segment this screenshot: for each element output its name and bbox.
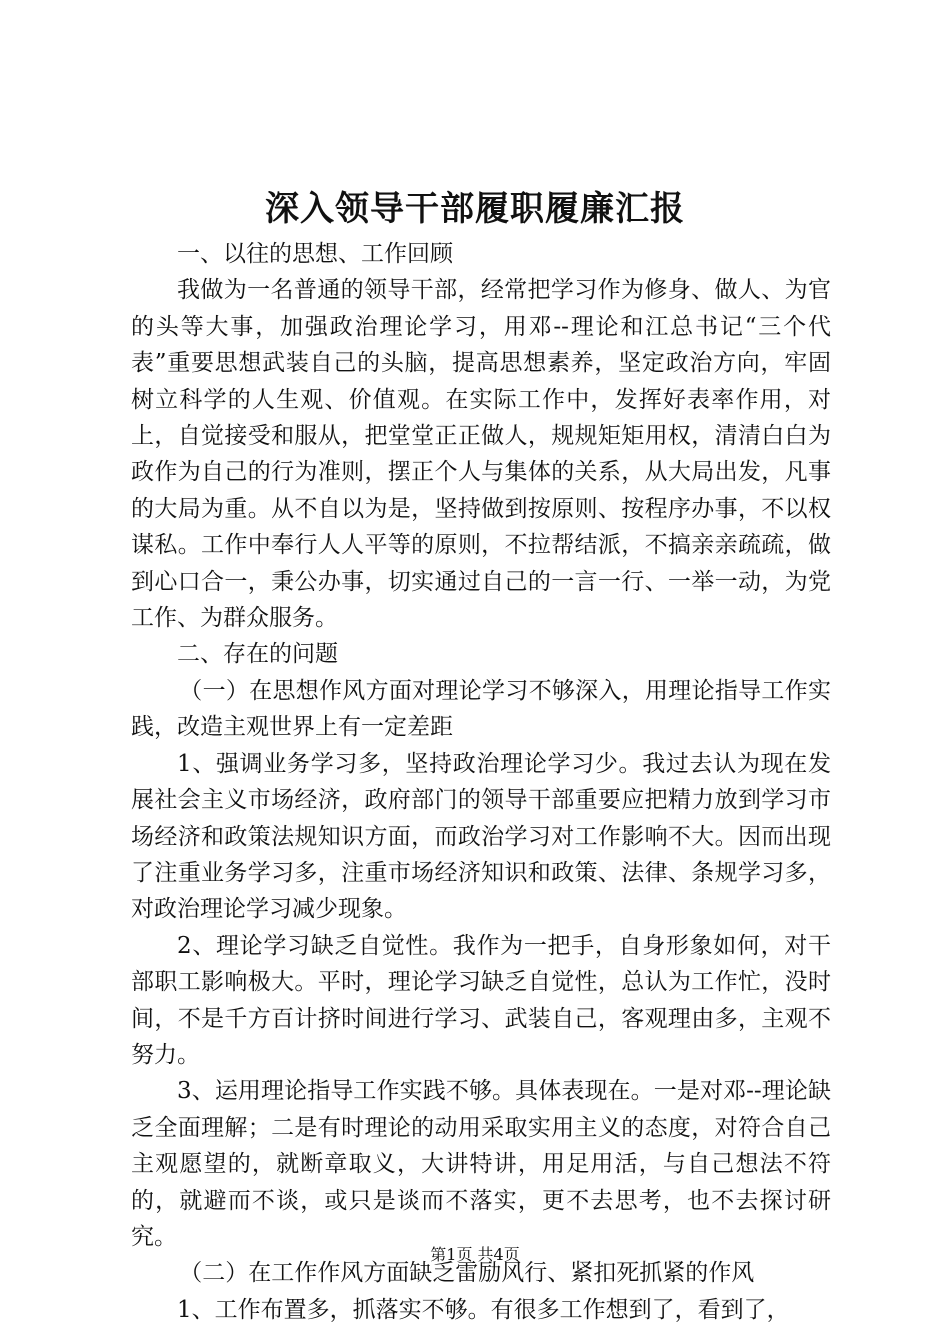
section-heading-review: 一、以往的思想、工作回顾 — [177, 241, 453, 267]
paragraph-item-1: 1、强调业务学习多，坚持政治理论学习少。我过去认为现在发展社会主义市场经济，政府部门的领导干部重要应把精力放到学习市场经济和政策法规知识方面，而政治学习对工作影响不大。因而出现了注重业务学习多，注重市场经济知识和政策、法律、条规学习多，对政治理论学习减少现象。 — [131, 750, 831, 923]
paragraph-work-item-1: 1、工作布置多，抓落实不够。有很多工作想到了，看到了， — [177, 1296, 790, 1323]
paragraph-review-body: 我做为一名普通的领导干部，经常把学习作为修身、做人、为官的头等大事，加强政治理论学习，用邓--理论和江总书记“三个代表”重要思想武装自己的头脑，提高思想素养，坚定政治方向，牢固树立科学的人生观、价值观。在实际工作中，发挥好表率作用，对上，自觉接受和服从，把堂堂正正做人，规规矩矩用权，清清白白为政作为自己的行为准则，摆正个人与集体的关系，从大局出发，凡事的大局为重。从不自以为是，坚持做到按原则、按程序办事，不以权谋私。工作中奉行人人平等的原则，不拉帮结派，不搞亲亲疏疏，做到心口合一，秉公办事，切实通过自己的一言一行、一举一动，为党工作、为群众服务。 — [131, 277, 831, 632]
subsection-heading-work-style: （二）在工作作风方面缺乏雷励风行、紧扣死抓紧的作风 — [179, 1260, 755, 1287]
paragraph-item-2: 2、理论学习缺乏自觉性。我作为一把手，自身形象如何，对干部职工影响极大。平时，理论学习缺乏自觉性，总认为工作忙，没时间，不是千方百计挤时间进行学习、武装自己，客观理由多，主观不努力。 — [131, 932, 831, 1068]
paragraph-item-3: 3、运用理论指导工作实践不够。具体表现在。一是对邓--理论缺乏全面理解；二是有时理论的动用采取实用主义的态度，对符合自己主观愿望的，就断章取义，大讲特讲，用足用活，与自己想法不符的，就避而不谈，或只是谈而不落实，更不去思考，也不去探讨研究。 — [131, 1078, 831, 1250]
page-footer: 第1页 共4页 — [430, 1245, 520, 1264]
page-title: 深入领导干部履职履廉汇报 — [265, 189, 685, 229]
subsection-heading-thinking: （一）在思想作风方面对理论学习不够深入，用理论指导工作实践，改造主观世界上有一定差距 — [131, 677, 831, 741]
section-heading-problems: 二、存在的问题 — [177, 641, 338, 668]
document-body — [131, 236, 831, 1328]
